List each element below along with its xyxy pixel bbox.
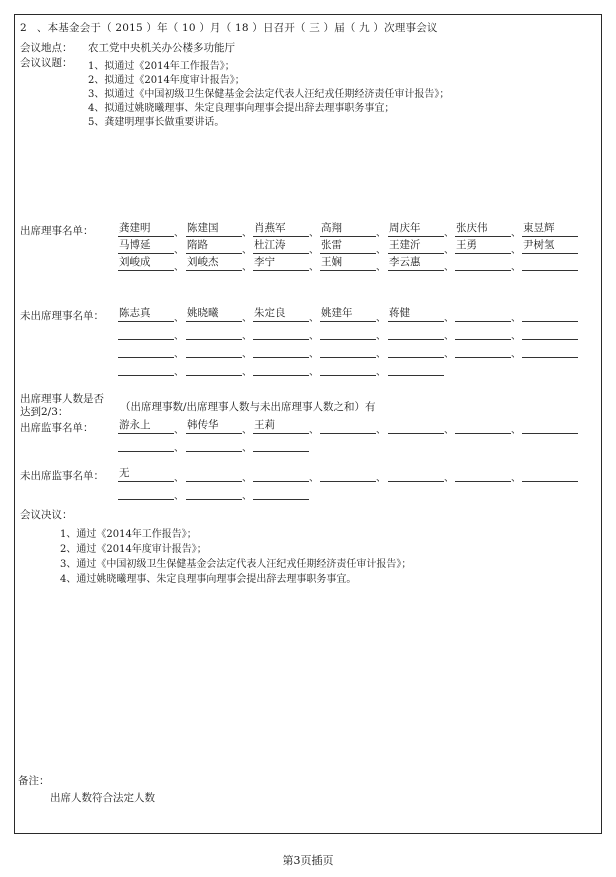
separator-mark: 、 (444, 262, 454, 273)
absent-supervisors-label: 未出席监事名单： (20, 470, 104, 482)
separator-mark: 、 (242, 349, 252, 360)
separator-mark: 、 (444, 349, 454, 360)
separator-mark: 、 (511, 245, 521, 256)
fill-line (253, 433, 309, 434)
location-value: 农工党中央机关办公楼多功能厅 (88, 42, 235, 54)
name-slot (455, 326, 521, 342)
separator-mark: 、 (242, 473, 252, 484)
person-name: 张雷 (321, 239, 342, 251)
fill-line (186, 375, 242, 376)
fill-line (118, 451, 174, 452)
name-slot (186, 344, 252, 360)
separator-mark: 、 (511, 228, 521, 239)
fill-line (320, 481, 376, 482)
name-slot (522, 420, 578, 434)
resolutions-label: 会议决议： (20, 509, 73, 521)
person-name: 東昱辉 (523, 222, 555, 234)
separator-mark: 、 (242, 425, 252, 436)
separator-mark: 、 (376, 425, 386, 436)
fill-line (186, 451, 242, 452)
fill-line (455, 270, 511, 271)
person-name: 刘峻成 (119, 256, 151, 268)
name-slot (253, 256, 319, 273)
separator-mark: 、 (444, 425, 454, 436)
page-footer: 第3页插页 (282, 854, 334, 867)
person-name: 王莉 (254, 419, 275, 431)
separator-mark: 、 (174, 262, 184, 273)
name-slot (522, 326, 578, 340)
fill-line (253, 451, 309, 452)
name-slot (118, 222, 184, 239)
name-slot (522, 344, 578, 358)
fill-line (186, 339, 242, 340)
name-slot (388, 307, 454, 324)
name-slot (455, 308, 521, 324)
name-slot (253, 438, 309, 452)
name-slot (186, 419, 252, 436)
meeting-header (20, 20, 438, 35)
fill-line (118, 375, 174, 376)
name-slot (186, 256, 252, 273)
name-slot (388, 256, 454, 273)
fill-line (320, 270, 376, 271)
separator-mark: 、 (376, 473, 386, 484)
name-slot (186, 362, 252, 378)
resolution-item: 2、通过《2014年度审计报告》； (60, 544, 207, 555)
agenda-item: 3、拟通过《中国初级卫生保健基金会法定代表人汪纪戎任期经济责任审计报告》； (88, 89, 450, 100)
name-slot (118, 419, 184, 436)
name-slot (320, 468, 386, 484)
fill-line (320, 433, 376, 434)
separator-mark: 、 (174, 313, 184, 324)
fill-line (253, 375, 309, 376)
separator-mark: 、 (174, 491, 184, 502)
attending-directors-label: 出席理事名单： (20, 225, 94, 237)
person-name: 姚晓曦 (187, 307, 219, 319)
quorum-label-line1: 出席理事人数是否 (20, 393, 104, 405)
name-slot (522, 468, 578, 482)
fill-line (118, 339, 174, 340)
separator-mark: 、 (242, 367, 252, 378)
fill-line (455, 253, 511, 254)
person-name: 姚建年 (321, 307, 353, 319)
fill-line (253, 339, 309, 340)
fill-line (455, 339, 511, 340)
quorum-label-line2: 达到2/3： (20, 406, 69, 418)
person-name: 王建沂 (389, 239, 421, 251)
separator-mark: 、 (174, 228, 184, 239)
separator-mark: 、 (309, 262, 319, 273)
fill-line (388, 321, 444, 322)
fill-line (388, 357, 444, 358)
fill-line (320, 375, 376, 376)
name-slot (186, 307, 252, 324)
fill-line (388, 339, 444, 340)
name-slot (388, 239, 454, 256)
name-slot (320, 362, 386, 378)
separator-mark: 、 (242, 331, 252, 342)
separator-mark: 、 (376, 331, 386, 342)
separator-mark: 、 (309, 425, 319, 436)
fill-line (388, 375, 444, 376)
name-slot (118, 467, 184, 484)
item-number: 2 (20, 22, 27, 34)
fill-line (118, 433, 174, 434)
fill-line (186, 270, 242, 271)
header-text: 、本基金会于（ 2015 ）年（ 10 ）月（ 18 ）日召开（ 三 ）届（ 九 ）次理事会议 (36, 22, 438, 34)
name-slot (186, 438, 252, 454)
person-name: 张庆伟 (456, 222, 488, 234)
name-slot (522, 257, 578, 271)
person-name: 刘峻杰 (187, 256, 219, 268)
separator-mark: 、 (511, 262, 521, 273)
name-slot (455, 420, 521, 436)
separator-mark: 、 (511, 349, 521, 360)
name-slot (253, 326, 319, 342)
fill-line (320, 339, 376, 340)
fill-line (118, 270, 174, 271)
agenda-item: 2、拟通过《2014年度审计报告》； (88, 75, 245, 86)
name-slot (388, 222, 454, 239)
separator-mark: 、 (174, 349, 184, 360)
person-name: 韩传华 (187, 419, 219, 431)
attending-supervisors-label: 出席监事名单： (20, 422, 94, 434)
separator-mark: 、 (444, 331, 454, 342)
name-slot (118, 362, 184, 378)
name-slot (118, 307, 184, 324)
fill-line (186, 499, 242, 500)
person-name: 陈志真 (119, 307, 151, 319)
separator-mark: 、 (242, 443, 252, 454)
separator-mark: 、 (376, 262, 386, 273)
name-slot (118, 256, 184, 273)
resolution-item: 1、通过《2014年工作报告》； (60, 529, 197, 540)
separator-mark: 、 (242, 228, 252, 239)
name-slot (186, 326, 252, 342)
separator-mark: 、 (444, 228, 454, 239)
separator-mark: 、 (511, 425, 521, 436)
person-name: 李云惠 (389, 256, 421, 268)
name-slot (388, 468, 454, 484)
fill-line (455, 321, 511, 322)
separator-mark: 、 (376, 228, 386, 239)
separator-mark: 、 (174, 443, 184, 454)
separator-mark: 、 (309, 313, 319, 324)
fill-line (522, 253, 578, 254)
fill-line (186, 433, 242, 434)
separator-mark: 、 (444, 245, 454, 256)
fill-line (253, 321, 309, 322)
separator-mark: 、 (242, 313, 252, 324)
agenda-item: 1、拟通过《2014年工作报告》； (88, 61, 235, 72)
separator-mark: 、 (444, 473, 454, 484)
name-slot (253, 486, 309, 500)
name-slot (522, 240, 578, 254)
person-name: 杜江涛 (254, 239, 286, 251)
person-name: 无 (119, 467, 130, 479)
fill-line (320, 357, 376, 358)
name-slot (118, 344, 184, 360)
name-slot (388, 326, 454, 342)
separator-mark: 、 (511, 313, 521, 324)
separator-mark: 、 (376, 313, 386, 324)
separator-mark: 、 (242, 491, 252, 502)
resolution-item: 4、通过姚晓曦理事、朱定良理事向理事会提出辞去理事职务事宜。 (60, 574, 357, 585)
separator-mark: 、 (511, 473, 521, 484)
person-name: 龚建明 (119, 222, 151, 234)
name-slot (320, 420, 386, 436)
fill-line (253, 499, 309, 500)
name-slot (253, 468, 319, 484)
person-name: 朱定良 (254, 307, 286, 319)
fill-line (186, 321, 242, 322)
name-slot (455, 257, 521, 273)
name-slot (320, 307, 386, 324)
fill-line (186, 481, 242, 482)
fill-line (253, 357, 309, 358)
fill-line (455, 481, 511, 482)
person-name: 高翔 (321, 222, 342, 234)
fill-line (455, 433, 511, 434)
name-slot (186, 239, 252, 256)
person-name: 马博延 (119, 239, 151, 251)
fill-line (522, 321, 578, 322)
separator-mark: 、 (309, 367, 319, 378)
person-name: 陈建国 (187, 222, 219, 234)
separator-mark: 、 (174, 331, 184, 342)
name-slot (388, 420, 454, 436)
person-name: 游永上 (119, 419, 151, 431)
name-slot (455, 222, 521, 239)
name-slot (522, 223, 578, 237)
name-slot (320, 222, 386, 239)
name-slot (320, 239, 386, 256)
name-slot (388, 362, 444, 376)
fill-line (186, 357, 242, 358)
separator-mark: 、 (309, 228, 319, 239)
name-slot (186, 468, 252, 484)
name-slot (118, 486, 184, 502)
name-slot (118, 326, 184, 342)
name-slot (253, 239, 319, 256)
agenda-label: 会议议题： (20, 57, 73, 69)
name-slot (455, 344, 521, 360)
fill-line (455, 357, 511, 358)
fill-line (522, 339, 578, 340)
name-slot (186, 222, 252, 239)
name-slot (186, 486, 252, 502)
fill-line (522, 433, 578, 434)
separator-mark: 、 (376, 349, 386, 360)
name-slot (253, 307, 319, 324)
name-slot (253, 344, 319, 360)
person-name: 王娴 (321, 256, 342, 268)
name-slot (388, 344, 454, 360)
fill-line (320, 321, 376, 322)
separator-mark: 、 (174, 425, 184, 436)
person-name: 李宁 (254, 256, 275, 268)
separator-mark: 、 (309, 473, 319, 484)
fill-line (388, 433, 444, 434)
person-name: 蒋健 (389, 307, 410, 319)
name-slot (455, 468, 521, 484)
name-slot (118, 239, 184, 256)
fill-line (522, 270, 578, 271)
name-slot (253, 419, 319, 436)
person-name: 隋路 (187, 239, 208, 251)
fill-line (118, 357, 174, 358)
name-slot (320, 256, 386, 273)
person-name: 王勇 (456, 239, 477, 251)
fill-line (522, 357, 578, 358)
person-name: 尹树氢 (523, 239, 555, 251)
agenda-item: 5、龚建明理事长做重要讲话。 (88, 117, 225, 128)
name-slot (253, 362, 319, 378)
fill-line (388, 270, 444, 271)
separator-mark: 、 (174, 367, 184, 378)
fill-line (253, 481, 309, 482)
name-slot (118, 438, 184, 454)
separator-mark: 、 (309, 331, 319, 342)
remarks-label: 备注： (18, 775, 50, 787)
name-slot (320, 326, 386, 342)
name-slot (455, 239, 521, 256)
separator-mark: 、 (511, 331, 521, 342)
separator-mark: 、 (174, 473, 184, 484)
fill-line (253, 270, 309, 271)
agenda-item: 4、拟通过姚晓曦理事、朱定良理事向理事会提出辞去理事职务事宜； (88, 103, 395, 114)
separator-mark: 、 (309, 245, 319, 256)
fill-line (522, 481, 578, 482)
fill-line (388, 481, 444, 482)
name-slot (320, 344, 386, 360)
separator-mark: 、 (242, 245, 252, 256)
separator-mark: 、 (376, 245, 386, 256)
fill-line (118, 481, 174, 482)
name-slot (522, 308, 578, 322)
separator-mark: 、 (174, 245, 184, 256)
separator-mark: 、 (376, 367, 386, 378)
resolution-item: 3、通过《中国初级卫生保健基金会法定代表人汪纪戎任期经济责任审计报告》； (60, 559, 412, 570)
separator-mark: 、 (309, 349, 319, 360)
location-label: 会议地点： (20, 42, 73, 54)
fill-line (118, 321, 174, 322)
quorum-value: （出席理事数/出席理事人数与未出席理事人数之和）有 (120, 401, 376, 413)
fill-line (118, 499, 174, 500)
person-name: 周庆年 (389, 222, 421, 234)
person-name: 肖燕军 (254, 222, 286, 234)
remarks-value: 出席人数符合法定人数 (50, 792, 155, 804)
absent-directors-label: 未出席理事名单： (20, 310, 104, 322)
separator-mark: 、 (242, 262, 252, 273)
separator-mark: 、 (444, 313, 454, 324)
name-slot (253, 222, 319, 239)
